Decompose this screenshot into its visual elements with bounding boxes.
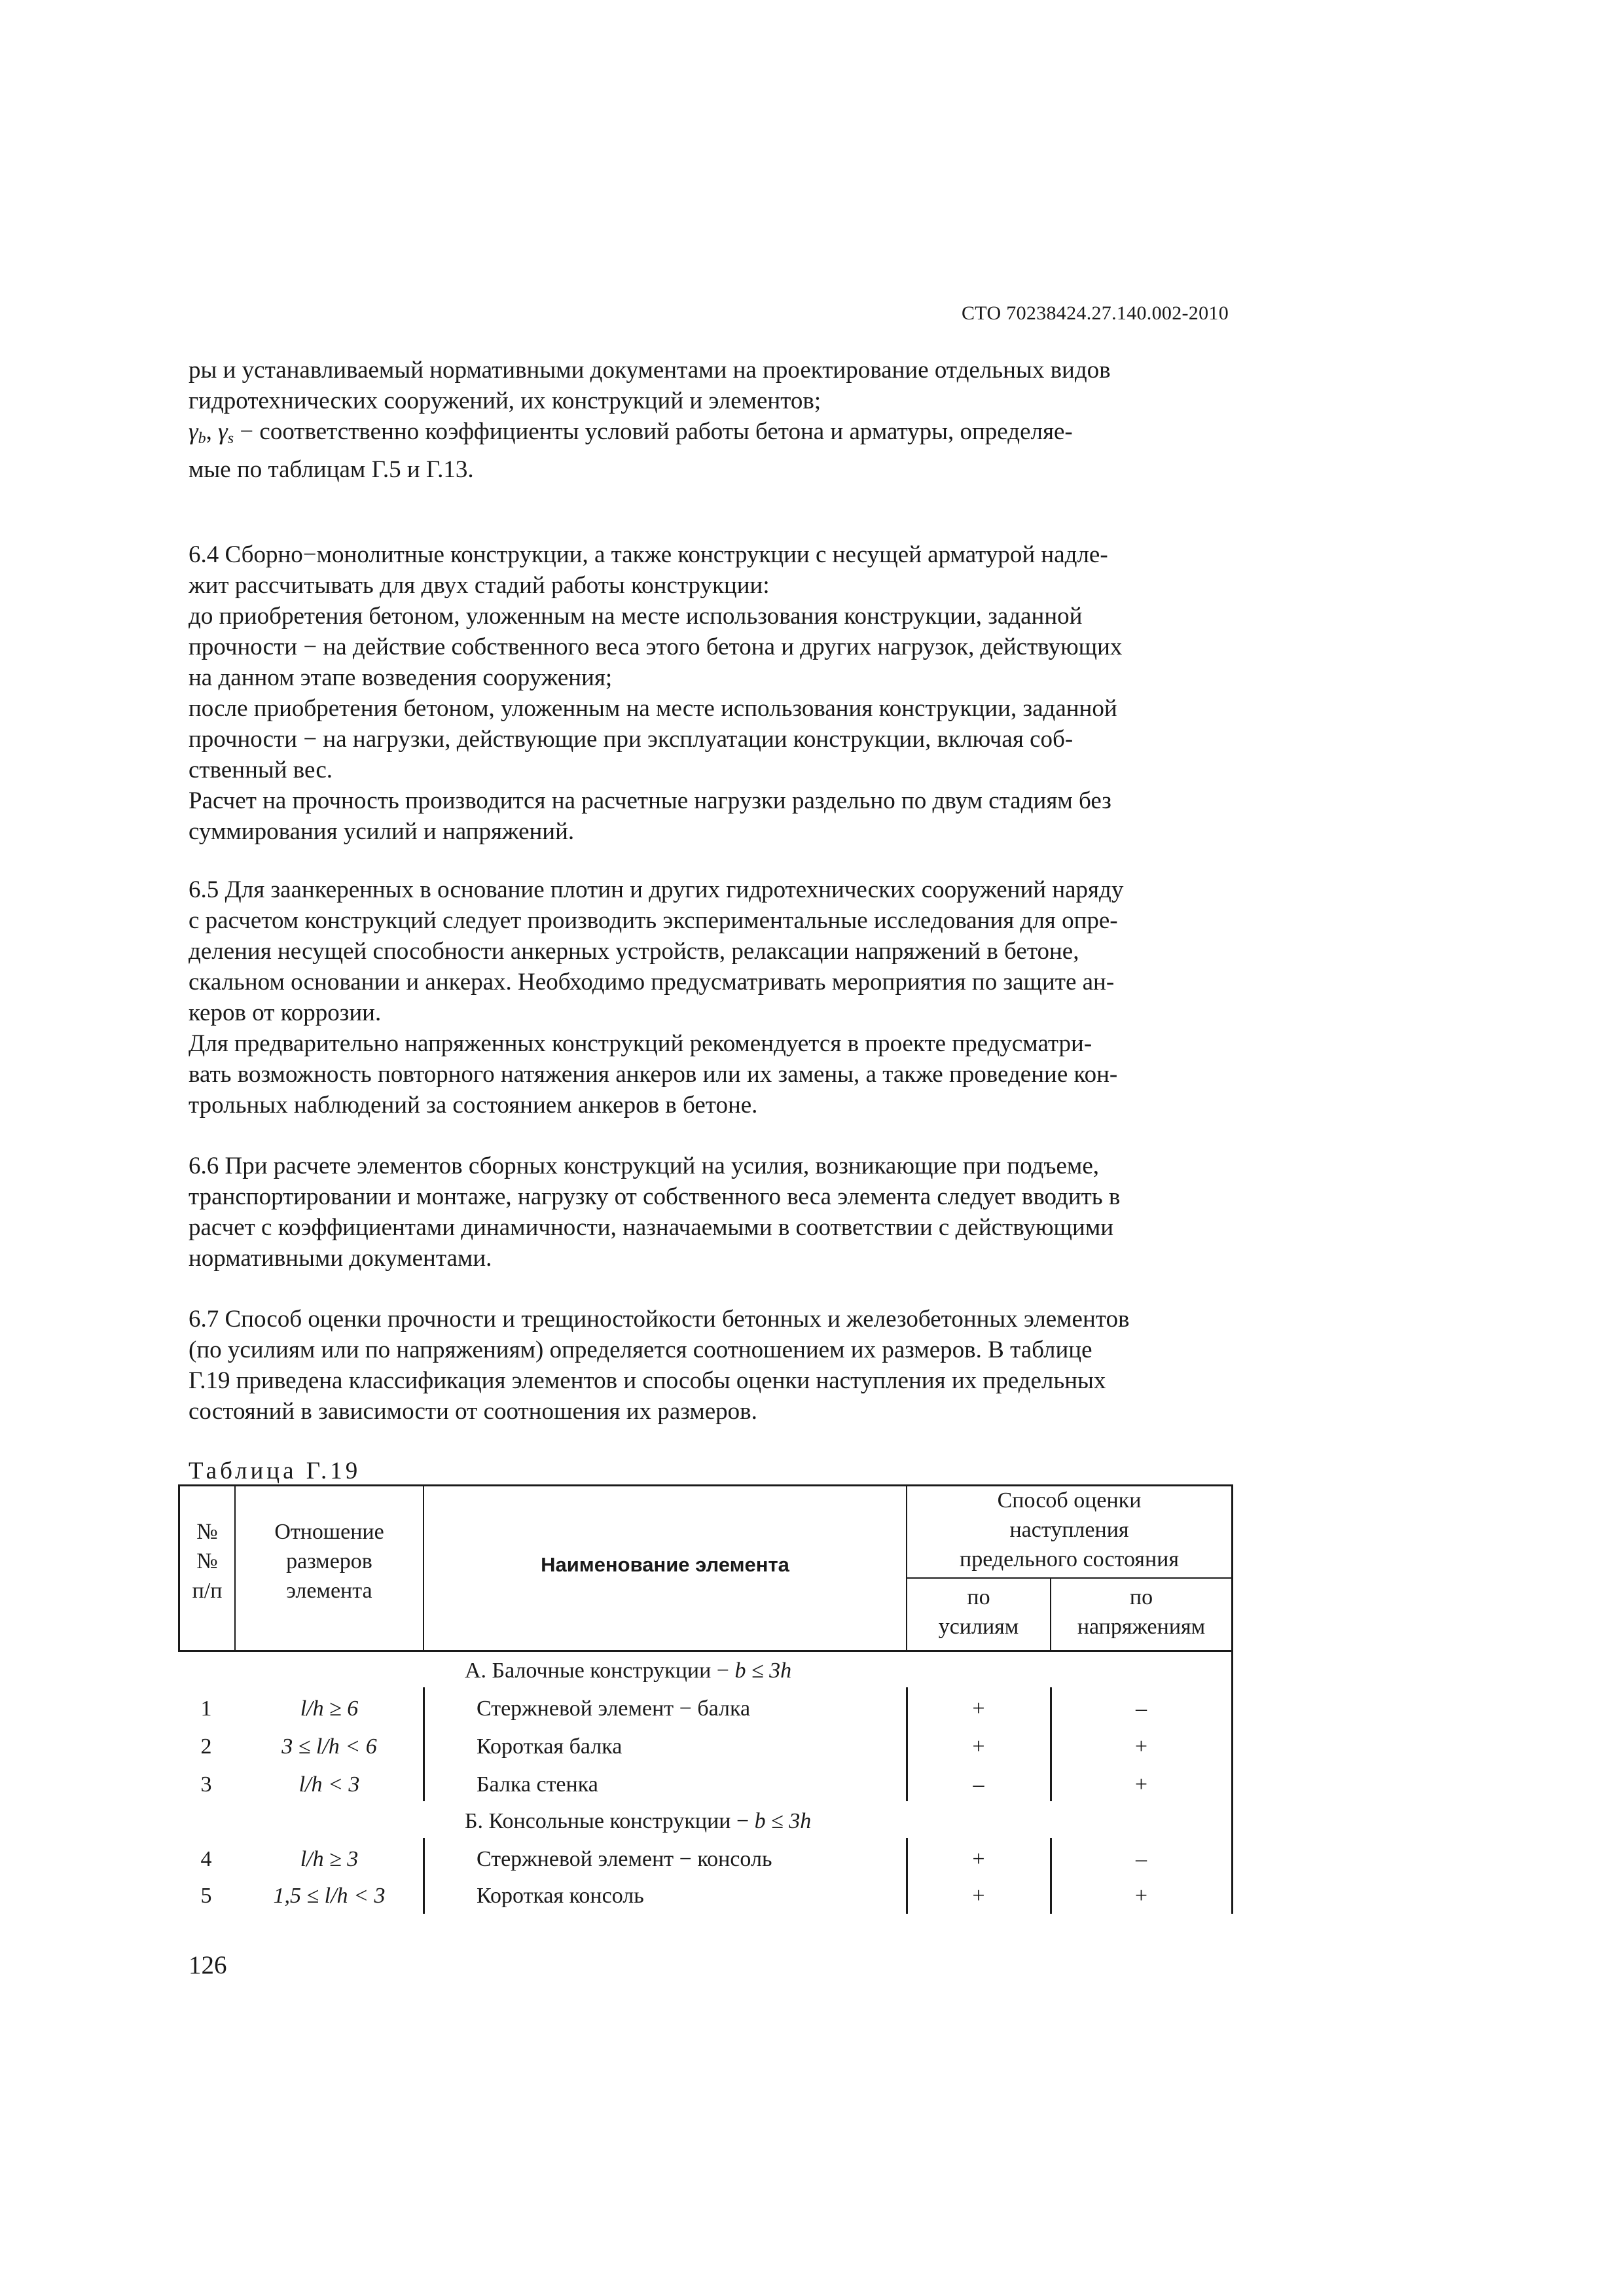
method-subheader-line bbox=[906, 1577, 1233, 1579]
row-element-name: Короткая балка bbox=[477, 1734, 623, 1759]
text-line: транспортировании и монтаже, нагрузку от собственного веса элемента следует вводить в bbox=[189, 1183, 1121, 1210]
row-by-stress: + bbox=[1134, 1734, 1148, 1759]
section-6-5 bbox=[189, 874, 1229, 1121]
text-line: с расчетом конструкций следует производить экспериментальные исследования для опре- bbox=[189, 907, 1118, 934]
text-line: вать возможность повторного натяжения анкеров или их замены, а также проведение кон- bbox=[189, 1061, 1118, 1088]
gamma-description: − соответственно коэффициенты условий работы бетона и арматуры, определяе- bbox=[234, 418, 1073, 445]
row-by-force: + bbox=[972, 1847, 985, 1871]
row-number: 2 bbox=[200, 1734, 212, 1759]
header-number: № № п/п bbox=[192, 1520, 223, 1603]
header-size-ratio: Отношение размеров элемента bbox=[274, 1520, 384, 1603]
text-line: 6.4 Сборно−монолитные конструкции, а также конструкции с несущей арматурой надле- bbox=[189, 541, 1108, 568]
row-number: 4 bbox=[200, 1847, 212, 1871]
table-border-right bbox=[1231, 1484, 1233, 1914]
text-line: Г.19 приведена классификация элементов и способы оценки наступления их предельных bbox=[189, 1367, 1106, 1394]
row-ratio: l/h ≥ 3 bbox=[300, 1847, 359, 1871]
row-ratio: 1,5 ≤ l/h < 3 bbox=[273, 1884, 386, 1908]
subscript-s: s bbox=[227, 430, 234, 447]
text-line: трольных наблюдений за состоянием анкеров в бетоне. bbox=[189, 1092, 758, 1119]
section-6-6 bbox=[189, 1151, 1229, 1274]
gamma-definition-line bbox=[189, 416, 1229, 454]
text-line: Для предварительно напряженных конструкций рекомендуется в проекте предусматри- bbox=[189, 1030, 1092, 1057]
text-line: суммирования усилий и напряжений. bbox=[189, 818, 575, 845]
text-line: состояний в зависимости от соотношения их размеров. bbox=[189, 1398, 757, 1425]
text-line: ственный вес. bbox=[189, 757, 333, 783]
row-ratio: 3 ≤ l/h < 6 bbox=[281, 1734, 377, 1759]
document-code: СТО 70238424.27.140.002-2010 bbox=[962, 302, 1229, 324]
text-line: после приобретения бетоном, уложенным на месте использования конструкции, заданной bbox=[189, 695, 1117, 722]
row-by-force: + bbox=[972, 1884, 985, 1908]
text-line: ры и устанавливаемый нормативными документами на проектирование отдельных видов bbox=[189, 357, 1111, 384]
text-line: расчет с коэффициентами динамичности, назначаемыми в соответствии с действующими bbox=[189, 1214, 1114, 1241]
text-line: мые по таблицам Г.5 и Г.13. bbox=[189, 456, 474, 483]
row-by-force: + bbox=[972, 1696, 985, 1721]
section-6-7 bbox=[189, 1304, 1229, 1427]
row-element-name: Короткая консоль bbox=[477, 1884, 644, 1908]
gamma-symbol: γ bbox=[189, 418, 198, 445]
row-element-name: Стержневой элемент − балка bbox=[477, 1696, 751, 1721]
text-line: нормативными документами. bbox=[189, 1245, 492, 1272]
row-by-stress: – bbox=[1136, 1847, 1147, 1871]
group-title-cantilever: Б. Консольные конструкции − b ≤ 3h bbox=[465, 1809, 812, 1833]
row-by-stress: + bbox=[1134, 1884, 1148, 1908]
text-line: 6.6 При расчете элементов сборных конструкций на усилия, возникающие при подъеме, bbox=[189, 1153, 1099, 1179]
gamma-symbol: γ bbox=[218, 418, 228, 445]
header-assessment-method: Способ оценки наступления предельного состояния bbox=[960, 1488, 1179, 1571]
text-line: 6.7 Способ оценки прочности и трещиностойкости бетонных и железобетонных элементов bbox=[189, 1306, 1130, 1333]
header-by-force: по усилиям bbox=[938, 1585, 1019, 1639]
text-line: прочности − на нагрузки, действующие при эксплуатации конструкции, включая соб- bbox=[189, 726, 1074, 753]
row-by-force: – bbox=[973, 1772, 984, 1797]
text-line: прочности − на действие собственного веса этого бетона и других нагрузок, действующих bbox=[189, 634, 1123, 660]
text-line: до приобретения бетоном, уложенным на месте использования конструкции, заданной bbox=[189, 603, 1083, 630]
text-line: скальном основании и анкерах. Необходимо предусматривать мероприятия по защите ан- bbox=[189, 969, 1115, 996]
header-element-name: Наименование элемента bbox=[541, 1553, 789, 1576]
row-by-stress: + bbox=[1134, 1772, 1148, 1797]
classification-table bbox=[178, 1484, 1233, 1914]
text-line: Расчет на прочность производится на расчетные нагрузки раздельно по двум стадиям без bbox=[189, 787, 1111, 814]
text-line: гидротехнических сооружений, их конструкций и элементов; bbox=[189, 387, 821, 414]
row-by-stress: – bbox=[1136, 1696, 1147, 1721]
separator: , bbox=[206, 418, 219, 445]
text-line: на данном этапе возведения сооружения; bbox=[189, 664, 613, 691]
text-line: деления несущей способности анкерных устройств, релаксации напряжений в бетоне, bbox=[189, 938, 1079, 965]
column-divider bbox=[423, 1687, 425, 1801]
column-divider bbox=[423, 1838, 425, 1914]
row-ratio: l/h ≥ 6 bbox=[300, 1696, 359, 1721]
row-element-name: Стержневой элемент − консоль bbox=[477, 1847, 772, 1871]
text-line: жит рассчитывать для двух стадий работы конструкции: bbox=[189, 572, 770, 599]
intro-text bbox=[189, 355, 1229, 485]
page-number: 126 bbox=[189, 1951, 227, 1979]
text-line: керов от коррозии. bbox=[189, 999, 382, 1026]
row-number: 5 bbox=[200, 1884, 212, 1908]
row-number: 1 bbox=[200, 1696, 212, 1721]
section-6-4 bbox=[189, 539, 1229, 847]
subscript-b: b bbox=[198, 430, 206, 447]
row-number: 3 bbox=[200, 1772, 212, 1797]
header-by-stress: по напряжениям bbox=[1077, 1585, 1206, 1639]
group-title-beam: А. Балочные конструкции − b ≤ 3h bbox=[465, 1659, 792, 1683]
row-ratio: l/h < 3 bbox=[298, 1772, 360, 1797]
text-line: (по усилиям или по напряжениям) определяется соотношением их размеров. В таблице bbox=[189, 1336, 1092, 1363]
row-by-force: + bbox=[972, 1734, 985, 1759]
row-element-name: Балка стенка bbox=[477, 1772, 598, 1797]
text-line: 6.5 Для заанкеренных в основание плотин и других гидротехнических сооружений наряду bbox=[189, 876, 1124, 903]
table-title: Таблица Г.19 bbox=[189, 1458, 361, 1484]
